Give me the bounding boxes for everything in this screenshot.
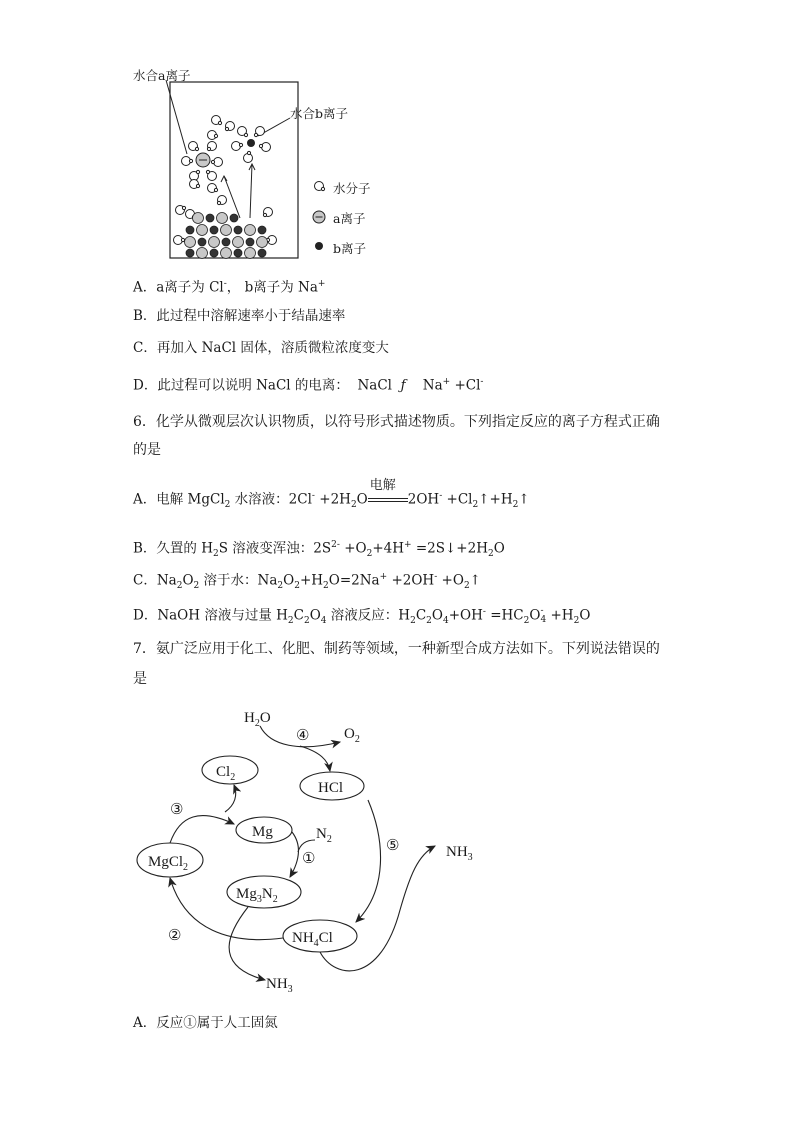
label-nh3-right: $NH_3$ [446,844,473,863]
label-mg: Mg [252,824,273,840]
label-step4: ④ [296,728,310,744]
q6-stem-line1: 6．化学从微观层次认识物质，以符号形式描述物质。下列指定反应的离子方程式正确 [133,414,660,430]
q7-stem-line2: 是 [133,671,147,687]
label-hydrated-b-ion: 水合b离子 [290,106,349,121]
label-hydrated-a-ion: 水合a离子 [133,68,191,83]
label-nh3-bottom: $NH_3$ [266,976,293,995]
label-nh4cl: $NH_4Cl$ [292,930,333,949]
q6-option-a: A．电解 MgCl$_2$ 水溶液：$2Cl^- +2H_2O$ 电解 $2OH^- +Cl_2↑+H_2↑$ [133,477,530,511]
label-cl2: $Cl_2$ [216,764,236,783]
q5-option-b: B．此过程中溶解速率小于结晶速率 [133,308,346,324]
arrow-step4-hcl [300,746,330,771]
arrow-step2-nh3 [229,907,265,980]
q6-option-d: D．NaOH 溶液与过量 $H_2C_2O_4$ 溶液反应：$H_2C_2O_4+OH^- =HC_2O$ - 4 $+H_2O$ [133,606,591,627]
arrow-step5-nh3 [320,846,435,971]
q5-option-d: D．此过程可以说明 NaCl 的电离： NaCl ƒ Na+ +Cl- [133,377,484,394]
water-molecule-icon [315,182,325,191]
legend-a-ion-label: a离子 [333,211,366,226]
label-step1: ① [302,851,316,867]
legend-b-ion-label: b离子 [333,241,367,256]
q6-option-c: C．$Na_2O_2$ 溶于水：$Na_2O_2+H_2O=2Na^+ +2OH^-$ $+O_2↑$ [133,572,481,592]
dissolution-arrows [221,164,255,218]
label-mgcl2: MgCl$_2$ [148,854,189,873]
pointer-line-a [166,80,187,154]
a-ion-icon [313,211,325,223]
equilibrium-arrow-glyph: ƒ [400,377,406,394]
dissolution-diagram [150,80,310,262]
label-o2: $O_2$ [344,726,360,745]
q5-option-c: C．再加入 NaCl 固体，溶质微粒浓度变大 [133,340,389,356]
legend-water-label: 水分子 [333,181,371,196]
label-step2: ② [168,928,182,944]
arrow-cl2-hcl [258,758,316,772]
q7-option-a: A．反应①属于人工固氮 [133,1015,278,1031]
label-mg3n2: $Mg_3N_2$ [236,886,278,905]
label-step3: ③ [170,802,184,818]
label-n2: $N_2$ [316,826,332,845]
label-hcl: HCl [318,780,344,796]
q6-option-b: B．久置的 $H_2S$ 溶液变浑浊：$2S^{2-} +O_2+4H^+$ $=2S↓+2H_2O$ [133,540,505,560]
q7-stem-line1: 7．氨广泛应用于化工、化肥、制药等领域，一种新型合成方法如下。下列说法错误的 [133,641,660,657]
q5-option-a: A．a离子为 Cl-， b离子为 Na+ [133,279,326,296]
arrow-step1 [290,832,299,877]
ammonia-synthesis-cycle-diagram [130,700,500,1000]
legend-icons [312,179,328,257]
hydrated-b-ion [232,127,271,163]
hydrated-a-ion [182,142,223,181]
electrolysis-condition: 电解 [368,491,408,509]
b-ion-icon [315,242,323,250]
nacl-crystal [185,213,268,259]
label-step5: ⑤ [386,838,400,854]
arrow-step3-cl2 [225,785,236,812]
label-h2o: $H_2O$ [244,710,271,729]
arrow-step5-nh4cl [356,800,381,922]
q6-stem-line2: 的是 [133,442,161,458]
arrow-step3-mg [170,816,234,843]
